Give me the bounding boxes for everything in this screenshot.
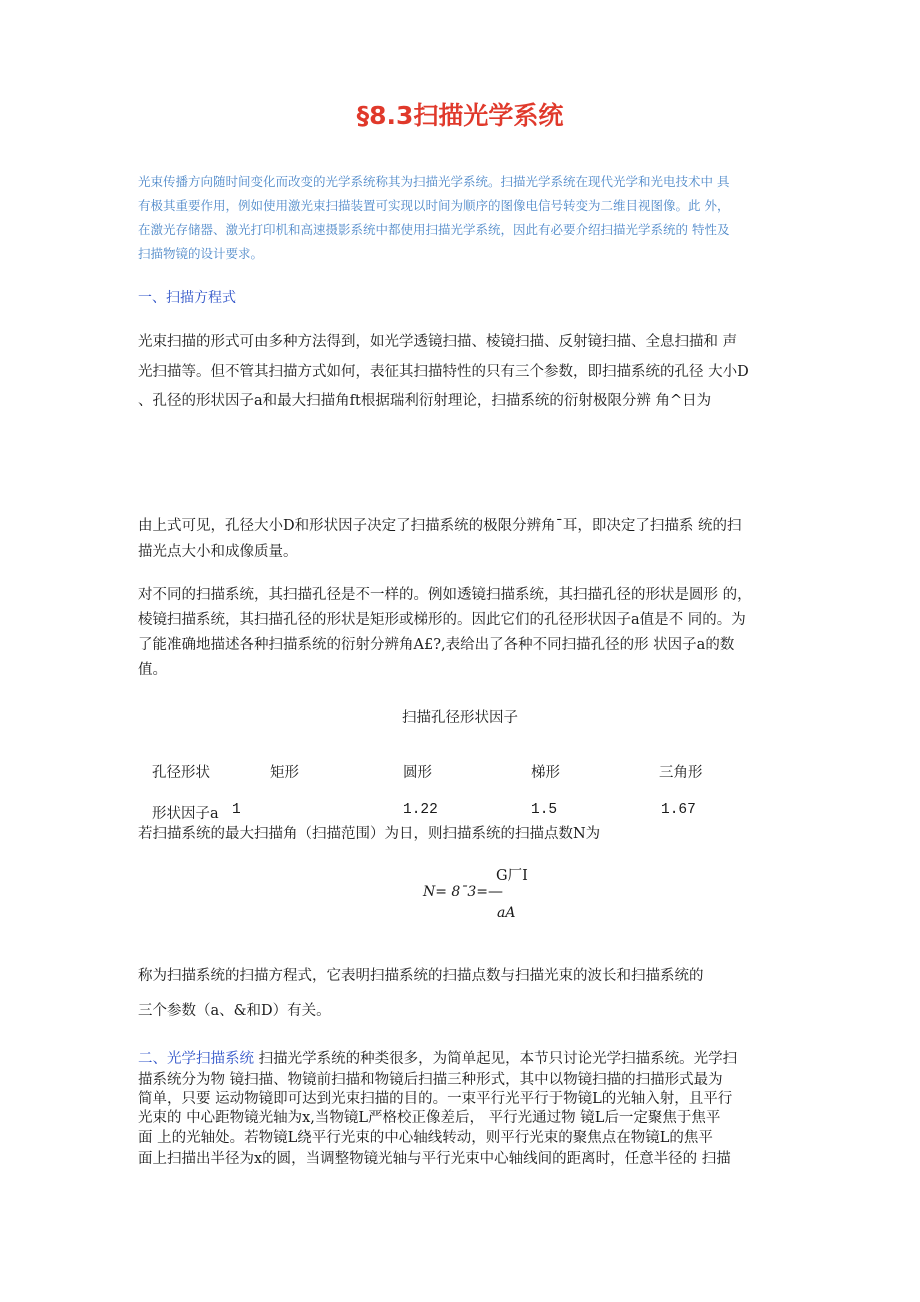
table-header-cell: 孔径形状: [152, 765, 210, 781]
paragraph-line: 值。: [138, 662, 167, 678]
table-cell: 1.5: [531, 802, 558, 818]
formula-denominator: aA: [497, 905, 516, 921]
paragraph-line: 若扫描系统的最大扫描角（扫描范围）为日，则扫描系统的扫描点数N为: [138, 826, 601, 842]
paragraph-line: 光束的 中心距物镜光轴为x,当物镜L严格校正像差后， 平行光通过物 镜L后一定聚焦于焦平: [138, 1110, 721, 1126]
table-row-label: 形状因子a: [152, 806, 219, 822]
intro-line: 有极其重要作用，例如使用激光束扫描装置可实现以时间为顺序的图像电信号转变为二维目视图像。此 外，: [138, 198, 730, 213]
paragraph-line: 面 上的光轴处。若物镜L绕平行光束的中心轴线转动，则平行光束的聚焦点在物镜L的焦平: [138, 1130, 713, 1146]
table-header-cell: 三角形: [659, 765, 703, 781]
intro-line: 光束传播方向随时间变化而改变的光学系统称其为扫描光学系统。扫描光学系统在现代光学和光电技术中 具: [138, 174, 730, 189]
table-header-cell: 梯形: [531, 765, 560, 781]
paragraph-line: 称为扫描系统的扫描方程式，它表明扫描系统的扫描点数与扫描光束的波长和扫描系统的: [138, 968, 704, 984]
section-heading-optical-scanning: 二、光学扫描系统: [138, 1051, 254, 1067]
paragraph-line: 光束扫描的形式可由多种方法得到，如光学透镜扫描、棱镜扫描、反射镜扫描、全息扫描和 声: [138, 334, 738, 350]
paragraph-line: 简单，只要 运动物镜即可达到光束扫描的目的。一束平行光平行于物镜L的光轴入射，且平行: [138, 1091, 733, 1107]
section2-first-line: [138, 1047, 737, 1068]
table-cell: 1: [232, 802, 241, 818]
intro-line: 在激光存储器、激光打印机和高速摄影系统中都使用扫描光学系统，因此有必要介绍扫描光学系统的 特性及: [138, 222, 730, 237]
paragraph-line: 三个参数（a、&和D）有关。: [138, 1003, 331, 1019]
table-cell: 1.67: [661, 802, 696, 818]
formula-numerator: G厂I: [496, 868, 528, 884]
table-cell: 1.22: [403, 802, 438, 818]
table-header-cell: 圆形: [403, 765, 432, 781]
paragraph-line: 、孔径的形状因子a和最大扫描角ft根据瑞利衍射理论，扫描系统的衍射极限分辨 角^日为: [138, 393, 712, 409]
page-title: §8.3扫描光学系统: [356, 101, 564, 130]
paragraph-line: 由上式可见，孔径大小D和形状因子决定了扫描系统的极限分辨角ˉ耳，即决定了扫描系 统的扫: [138, 518, 742, 534]
section-heading-scan-equation: 一、扫描方程式: [138, 290, 236, 306]
paragraph-line: 对不同的扫描系统，其扫描孔径是不一样的。例如透镜扫描系统，其扫描孔径的形状是圆形 的，: [138, 587, 752, 603]
paragraph-line: 描系统分为物 镜扫描、物镜前扫描和物镜后扫描三种形式，其中以物镜扫描的扫描形式最为: [138, 1072, 723, 1088]
intro-line: 扫描物镜的设计要求。: [138, 246, 264, 261]
paragraph-line: 描光点大小和成像质量。: [138, 544, 298, 560]
paragraph-text: 扫描光学系统的种类很多，为简单起见，本节只讨论光学扫描系统。光学扫: [258, 1051, 738, 1067]
table-header-cell: 矩形: [270, 765, 299, 781]
paragraph-line: 面上扫描出半径为x的圆，当调整物镜光轴与平行光束中心轴线间的距离时，任意半径的 扫描: [138, 1151, 731, 1167]
paragraph-line: 光扫描等。但不管其扫描方式如何，表征其扫描特性的只有三个参数，即扫描系统的孔径 大小D: [138, 364, 749, 380]
table-caption: 扫描孔径形状因子: [402, 710, 518, 726]
paragraph-line: 棱镜扫描系统，其扫描孔径的形状是矩形或梯形的。因此它们的孔径形状因子a值是不 同的。为: [138, 612, 746, 628]
formula-lhs: N= 8ˉ3=: [423, 884, 488, 900]
formula-fraction-bar: —: [488, 882, 503, 900]
paragraph-line: 了能准确地描述各种扫描系统的衍射分辨角A£?,表给出了各种不同扫描孔径的形 状因子a的数: [138, 637, 735, 653]
